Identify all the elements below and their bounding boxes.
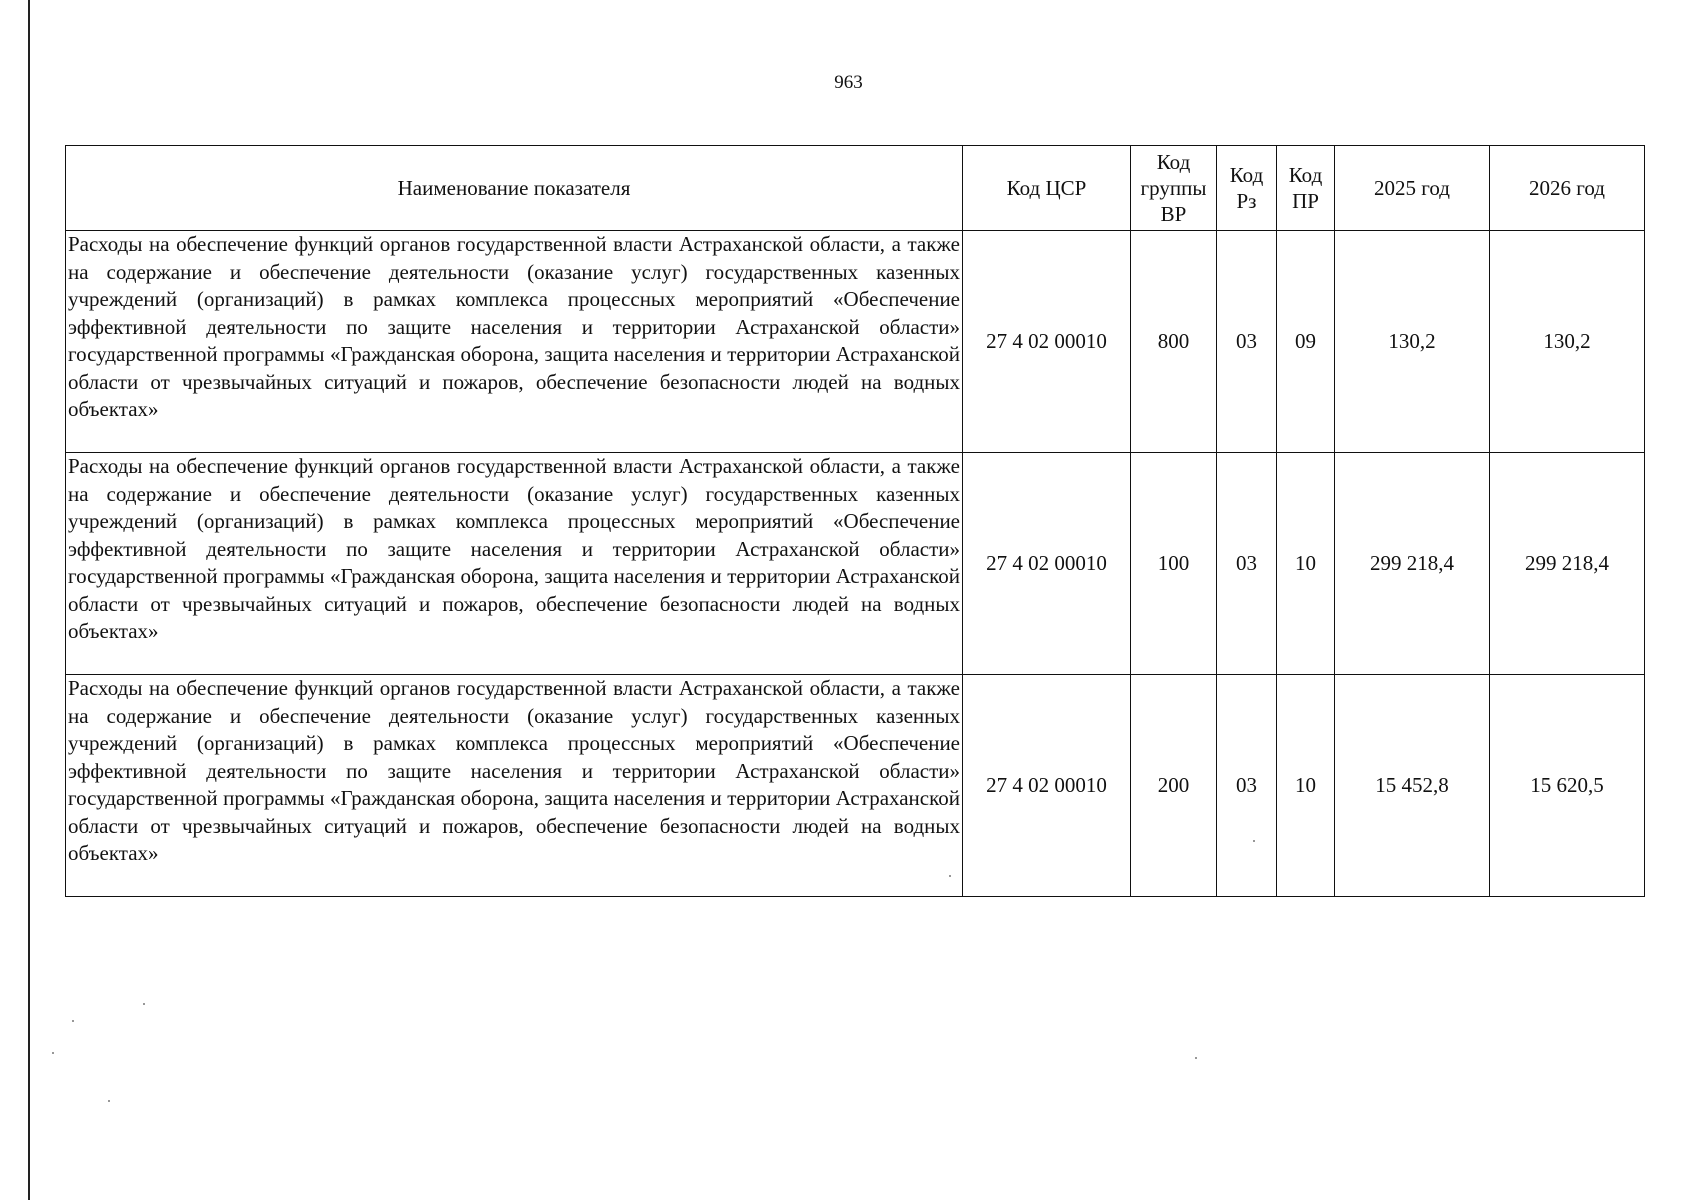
row-vr: 100: [1131, 453, 1217, 675]
row-2026: 299 218,4: [1490, 453, 1645, 675]
row-vr: 200: [1131, 675, 1217, 897]
scan-speck: [143, 1003, 145, 1005]
row-csr: 27 4 02 00010: [963, 675, 1131, 897]
row-rz: 03: [1217, 453, 1277, 675]
table-row: [66, 453, 1645, 675]
row-vr: 800: [1131, 231, 1217, 453]
table-row: [66, 231, 1645, 453]
row-csr: 27 4 02 00010: [963, 453, 1131, 675]
scan-speck: [949, 875, 951, 877]
row-rz: 03: [1217, 231, 1277, 453]
scan-speck: [72, 1020, 74, 1022]
header-rz: Код Рз: [1217, 146, 1277, 231]
table-row: [66, 675, 1645, 897]
scan-speck: [52, 1052, 54, 1054]
header-name: Наименование показателя: [66, 146, 963, 231]
row-pr: 10: [1277, 453, 1335, 675]
row-rz: 03: [1217, 675, 1277, 897]
header-vr: Код группы ВР: [1131, 146, 1217, 231]
row-name: Расходы на обеспечение функций органов государственной власти Астраханской области, а также на содержание и обеспечение деятельности (оказание услуг) государственных казенных учреждений (организаций) в рамках комплекса процессных мероприятий «Обеспечение эффективной деятельности по защите населения и территории Астраханской области» государственной программы «Гражданская оборона, защита населения и территории Астраханской области от чрезвычайных ситуаций и пожаров, обеспечение безопасности людей на водных объектах»: [66, 453, 963, 675]
row-2025: 15 452,8: [1335, 675, 1490, 897]
row-2026: 130,2: [1490, 231, 1645, 453]
header-2025: 2025 год: [1335, 146, 1490, 231]
row-2025: 130,2: [1335, 231, 1490, 453]
left-margin-rule: [28, 0, 30, 1200]
row-csr: 27 4 02 00010: [963, 231, 1131, 453]
page-number: 963: [834, 72, 863, 93]
row-2025: 299 218,4: [1335, 453, 1490, 675]
header-pr: Код ПР: [1277, 146, 1335, 231]
header-csr: Код ЦСР: [963, 146, 1131, 231]
row-2026: 15 620,5: [1490, 675, 1645, 897]
scan-speck: [1195, 1057, 1197, 1059]
header-2026: 2026 год: [1490, 146, 1645, 231]
budget-table: [65, 145, 1645, 897]
table-header-row: [66, 146, 1645, 231]
row-pr: 10: [1277, 675, 1335, 897]
scan-speck: [1253, 840, 1255, 842]
scan-speck: [108, 1100, 110, 1102]
row-pr: 09: [1277, 231, 1335, 453]
row-name: Расходы на обеспечение функций органов государственной власти Астраханской области, а также на содержание и обеспечение деятельности (оказание услуг) государственных казенных учреждений (организаций) в рамках комплекса процессных мероприятий «Обеспечение эффективной деятельности по защите населения и территории Астраханской области» государственной программы «Гражданская оборона, защита населения и территории Астраханской области от чрезвычайных ситуаций и пожаров, обеспечение безопасности людей на водных объектах»: [66, 675, 963, 897]
row-name: Расходы на обеспечение функций органов государственной власти Астраханской области, а также на содержание и обеспечение деятельности (оказание услуг) государственных казенных учреждений (организаций) в рамках комплекса процессных мероприятий «Обеспечение эффективной деятельности по защите населения и территории Астраханской области» государственной программы «Гражданская оборона, защита населения и территории Астраханской области от чрезвычайных ситуаций и пожаров, обеспечение безопасности людей на водных объектах»: [66, 231, 963, 453]
